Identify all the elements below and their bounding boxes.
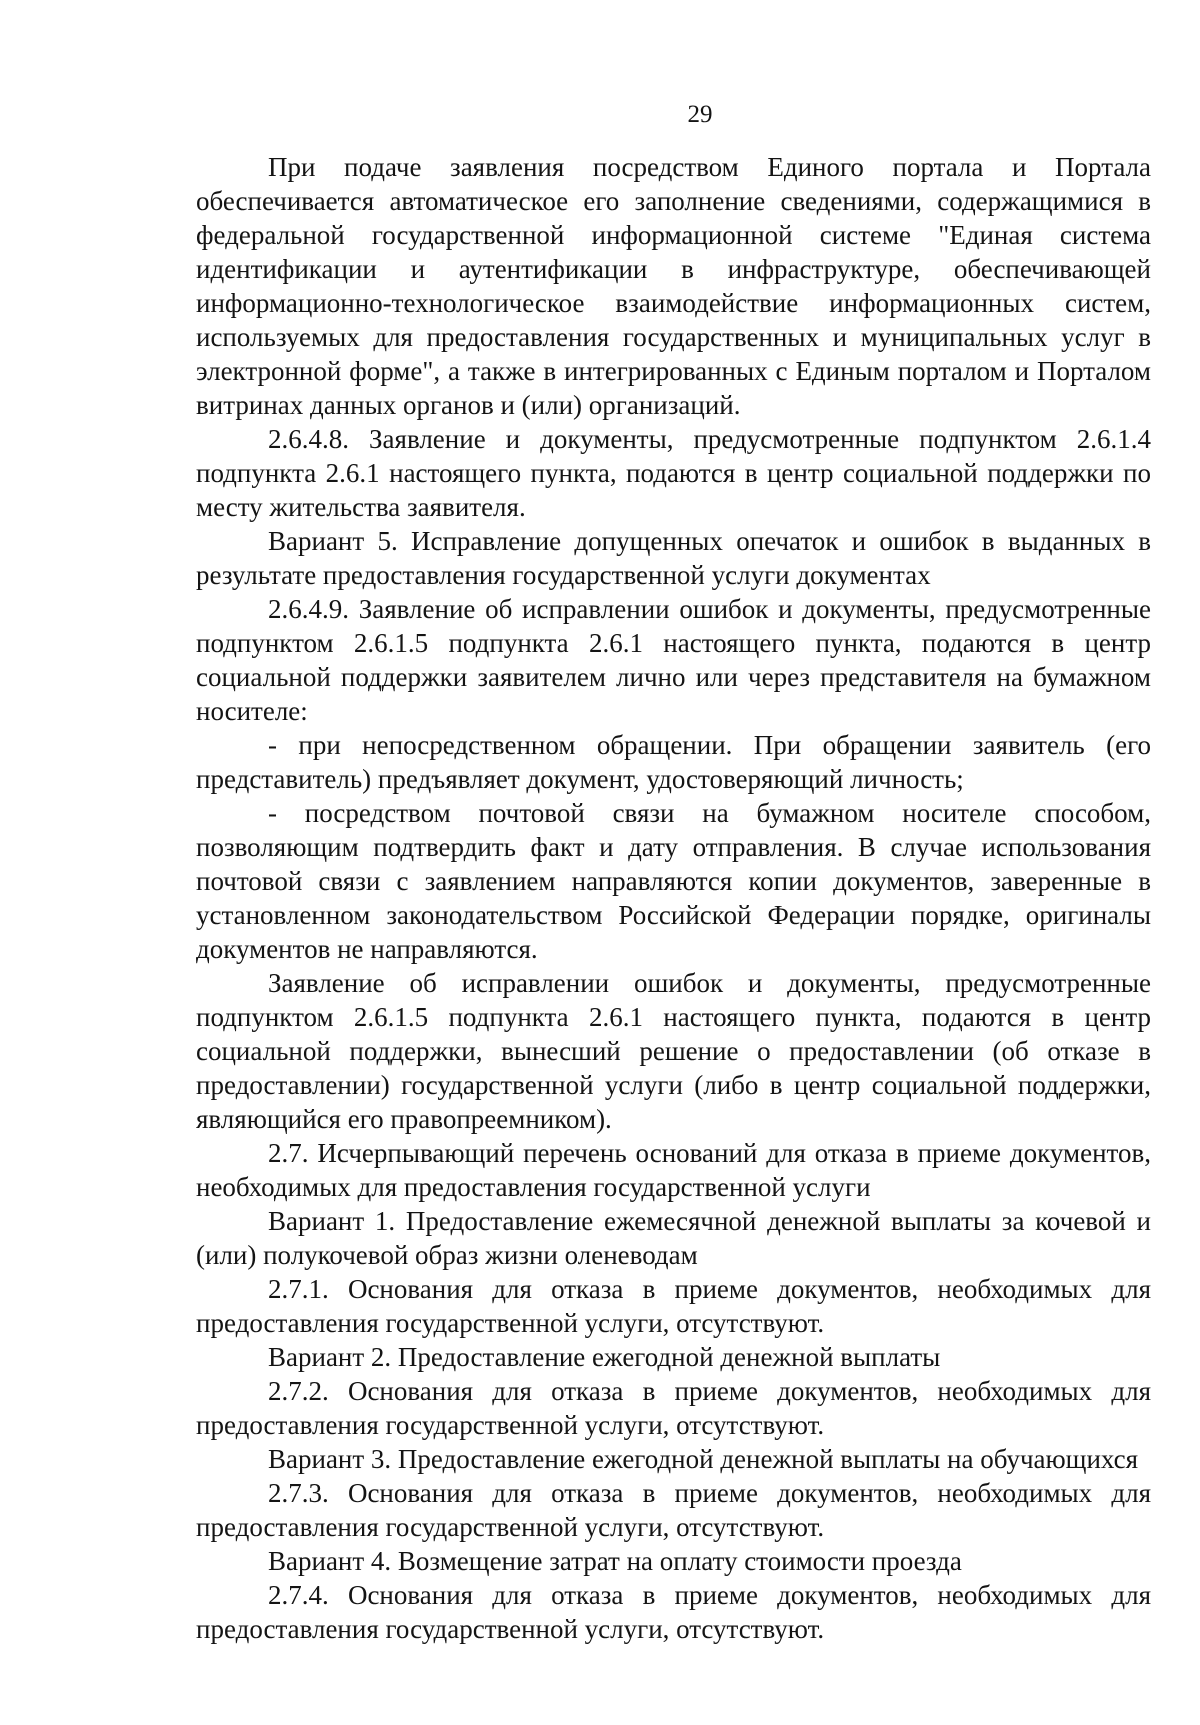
heading-variant-3: Вариант 3. Предоставление ежегодной денежной выплаты на обучающихся xyxy=(268,1444,1139,1474)
heading-2-7: 2.7. Исчерпывающий перечень оснований для отказа в приеме документов, необходимых для предоставления государственной услуги xyxy=(196,1138,1151,1202)
paragraph-2-7-2: 2.7.2. Основания для отказа в приеме документов, необходимых для предоставления государственной услуги, отсутствуют. xyxy=(196,1376,1151,1440)
heading-variant-1: Вариант 1. Предоставление ежемесячной денежной выплаты за кочевой и (или) полукочевой образ жизни оленеводам xyxy=(196,1206,1151,1270)
list-item-direct-appeal: - при непосредственном обращении. При обращении заявитель (его представитель) предъявляет документ, удостоверяющий личность; xyxy=(196,730,1151,794)
paragraph-2-7-1: 2.7.1. Основания для отказа в приеме документов, необходимых для предоставления государственной услуги, отсутствуют. xyxy=(196,1274,1151,1338)
paragraph-error-correction-center: Заявление об исправлении ошибок и документы, предусмотренные подпунктом 2.6.1.5 подпункта 2.6.1 настоящего пункта, подаются в центр социальной поддержки, вынесший решение о предоставлении (об отказе в предоставлении) государственной услуги (либо в центр социальной поддержки, являющийся его правопреемником). xyxy=(196,968,1151,1134)
list-item-postal: - посредством почтовой связи на бумажном носителе способом, позволяющим подтвердить факт и дату отправления. В случае использования почтовой связи с заявлением направляются копии документов, заверенные в установленном законодательством Российской Федерации порядке, оригиналы документов не направляются. xyxy=(196,798,1151,964)
page-number: 29 xyxy=(687,101,713,128)
paragraph-2-6-4-9: 2.6.4.9. Заявление об исправлении ошибок и документы, предусмотренные подпунктом 2.6.1.5 подпункта 2.6.1 настоящего пункта, подаются в центр социальной поддержки заявителем лично или через представителя на бумажном носителе: xyxy=(196,594,1151,726)
paragraph-portal-autofill: При подаче заявления посредством Единого портала и Портала обеспечивается автоматическое его заполнение сведениями, содержащимися в федеральной государственной информационной системе "Единая система идентификации и аутентификации в инфраструктуре, обеспечивающей информационно-технологическое взаимодействие информационных систем, используемых для предоставления государственных и муниципальных услуг в электронной форме", а также в интегрированных с Единым порталом и Порталом витринах данных органов и (или) организаций. xyxy=(196,152,1151,420)
paragraph-2-7-4: 2.7.4. Основания для отказа в приеме документов, необходимых для предоставления государственной услуги, отсутствуют. xyxy=(196,1580,1151,1644)
heading-variant-2: Вариант 2. Предоставление ежегодной денежной выплаты xyxy=(268,1342,941,1372)
heading-variant-4: Вариант 4. Возмещение затрат на оплату стоимости проезда xyxy=(268,1546,962,1576)
heading-variant-5: Вариант 5. Исправление допущенных опечаток и ошибок в выданных в результате предоставления государственной услуги документах xyxy=(196,526,1151,590)
paragraph-2-7-3: 2.7.3. Основания для отказа в приеме документов, необходимых для предоставления государственной услуги, отсутствуют. xyxy=(196,1478,1151,1542)
paragraph-2-6-4-8: 2.6.4.8. Заявление и документы, предусмотренные подпунктом 2.6.1.4 подпункта 2.6.1 настоящего пункта, подаются в центр социальной поддержки по месту жительства заявителя. xyxy=(196,424,1151,522)
document-body xyxy=(196,150,1151,1646)
